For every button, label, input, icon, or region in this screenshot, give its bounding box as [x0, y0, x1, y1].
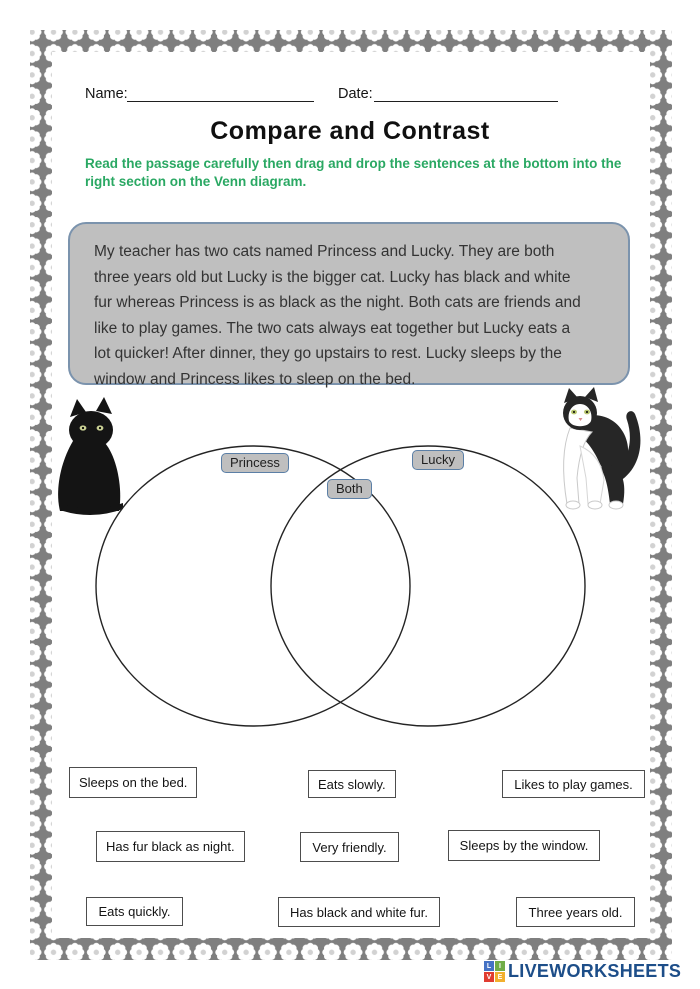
draggable-sentence[interactable]: Eats quickly.: [86, 897, 183, 926]
venn-label-princess: Princess: [221, 453, 289, 473]
passage-line: three years old but Lucky is the bigger cat. Lucky has black and white: [94, 268, 571, 286]
passage-line: lot quicker! After dinner, they go upstairs to rest. Lucky sleeps by the: [94, 345, 562, 363]
passage-line: like to play games. The two cats always eat together but Lucky eats a: [94, 319, 571, 337]
logo-letter-i: I: [495, 961, 505, 971]
logo-letter-v: V: [484, 972, 494, 982]
draggable-sentence[interactable]: Sleeps on the bed.: [69, 767, 197, 798]
passage-line: window and Princess likes to sleep on the bed.: [94, 370, 416, 388]
logo-letter-l: L: [484, 961, 494, 971]
logo-letter-e: E: [495, 972, 505, 982]
venn-label-lucky: Lucky: [412, 450, 464, 470]
draggable-sentence[interactable]: Likes to play games.: [502, 770, 645, 798]
draggable-sentence[interactable]: Eats slowly.: [308, 770, 396, 798]
liveworksheets-logo-icon: [484, 961, 505, 982]
draggable-sentence[interactable]: Very friendly.: [300, 832, 399, 862]
date-label: Date:: [338, 86, 373, 102]
venn-right-circle[interactable]: [271, 446, 585, 726]
draggable-sentence[interactable]: Has black and white fur.: [278, 897, 440, 927]
liveworksheets-logo: [484, 961, 681, 982]
venn-label-both: Both: [327, 479, 372, 499]
brand-name: LIVEWORKSHEETS: [508, 961, 682, 981]
draggable-sentence[interactable]: Three years old.: [516, 897, 635, 927]
passage-line: fur whereas Princess is as black as the night. Both cats are friends and: [94, 294, 581, 312]
instructions-text: Read the passage carefully then drag and drop the sentences at the bottom into the right section on the Venn diagram.: [85, 156, 622, 189]
page-title: Compare and Contrast: [210, 117, 490, 145]
passage-line: My teacher has two cats named Princess and Lucky. They are both: [94, 243, 555, 260]
draggable-sentence[interactable]: Sleeps by the window.: [448, 830, 600, 861]
name-label: Name:: [85, 86, 128, 102]
draggable-sentence[interactable]: Has fur black as night.: [96, 831, 245, 862]
